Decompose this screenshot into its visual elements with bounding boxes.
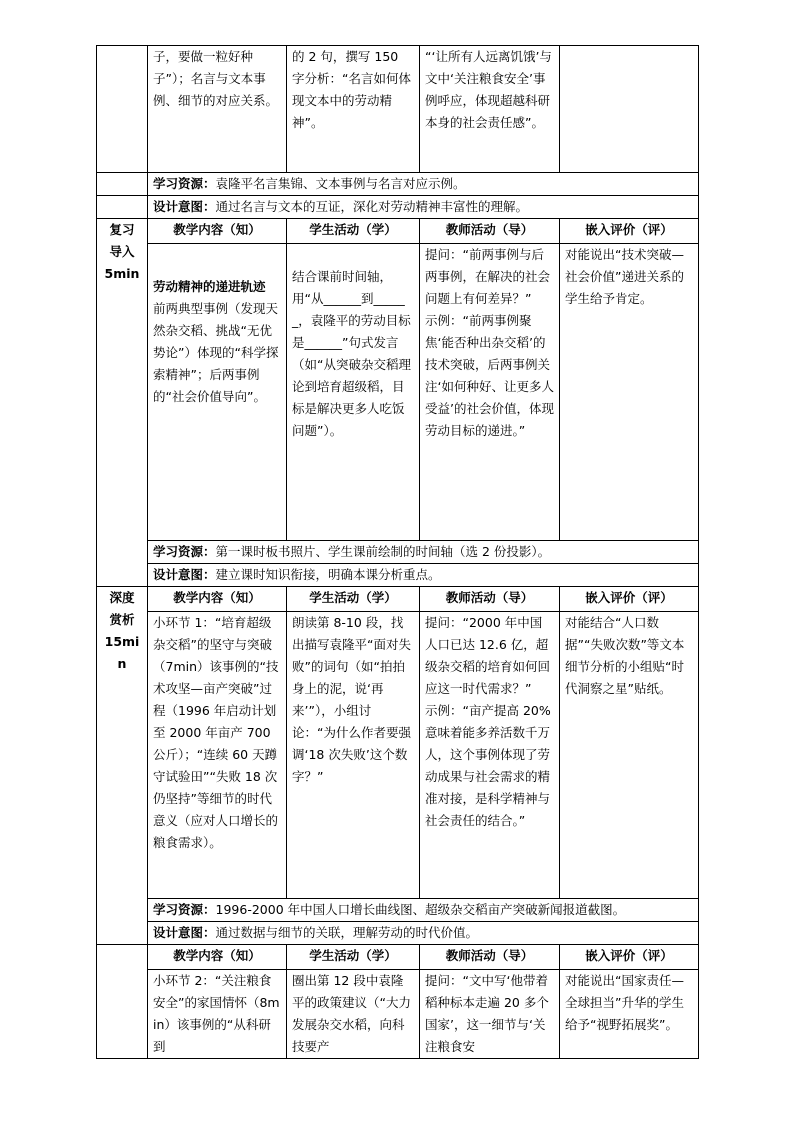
stage-cell-empty <box>97 945 148 1059</box>
design-intent: 设计意图：通过数据与细节的关联，理解劳动的时代价值。 <box>148 922 699 945</box>
teacher-activity-cell: 提问：“文中写‘他带着稻种标本走遍 20 多个国家’，这一细节与‘关注粮食安 <box>420 970 560 1059</box>
header-content: 教学内容（知） <box>148 945 287 970</box>
table-row <box>97 612 699 899</box>
learning-resources: 学习资源：1996-2000 年中国人口增长曲线图、超级杂交稻亩产突破新闻报道截图。 <box>148 899 699 922</box>
design-intent: 设计意图：建立课时知识衔接，明确本课分析重点。 <box>148 564 699 587</box>
table-row <box>97 46 699 173</box>
evaluation-cell <box>560 46 699 173</box>
learning-resources: 学习资源：第一课时板书照片、学生课前绘制的时间轴（选 2 份投影）。 <box>148 541 699 564</box>
header-content: 教学内容（知） <box>148 219 287 244</box>
student-activity-cell: 朗读第 8-10 段，找出描写袁隆平“面对失败”的词句（如“拍拍身上的泥，说‘再来’”），小组讨论：“为什么作者要强调‘18 次失败’这个数字？” <box>287 612 420 899</box>
stage-deep-appreciation: 深度 赏析 15min <box>97 587 148 945</box>
content-cell: 子，要做一粒好种子”）；名言与文本事例、细节的对应关系。 <box>148 46 287 173</box>
evaluation-cell: 对能说出“技术突破—社会价值”递进关系的学生给予肯定。 <box>560 244 699 541</box>
header-student: 学生活动（学） <box>287 219 420 244</box>
header-content: 教学内容（知） <box>148 587 287 612</box>
header-student: 学生活动（学） <box>287 945 420 970</box>
table-row <box>97 970 699 1059</box>
evaluation-cell: 对能结合“人口数据”“失败次数”等文本细节分析的小组贴“时代洞察之星”贴纸。 <box>560 612 699 899</box>
evaluation-cell: 对能说出“国家责任—全球担当”升华的学生给予“视野拓展奖”。 <box>560 970 699 1059</box>
content-cell: 小环节 1：“培育超级杂交稻”的坚守与突破（7min）该事例的“技术攻坚—亩产突破”过程（1996 年启动计划至 2000 年亩产 700 公斤）；“连续 60 天蹲守试验田”“失败 18 次仍坚持”等细节的时代意义（应对人口增长的粮食需求）。 <box>148 612 287 899</box>
table-row <box>97 244 699 541</box>
student-activity-cell: 的 2 句，撰写 150 字分析：“名言如何体现文本中的劳动精神”。 <box>287 46 420 173</box>
header-row <box>97 219 699 244</box>
header-eval: 嵌入评价（评） <box>560 219 699 244</box>
content-cell: 小环节 2：“关注粮食安全”的家国情怀（8min）该事例的“从科研到 <box>148 970 287 1059</box>
content-cell: 劳动精神的递进轨迹 前两典型事例（发现天然杂交稻、挑战“无优势论”）体现的“科学探索精神”；后两事例的“社会价值导向”。 <box>148 244 287 541</box>
design-intent: 设计意图：通过名言与文本的互证，深化对劳动精神丰富性的理解。 <box>148 196 699 219</box>
content-title: 劳动精神的递进轨迹 <box>153 279 266 294</box>
header-eval: 嵌入评价（评） <box>560 587 699 612</box>
header-teacher: 教师活动（导） <box>420 587 560 612</box>
student-activity-cell: 圈出第 12 段中袁隆平的政策建议（“大力发展杂交水稻，向科技要产 <box>287 970 420 1059</box>
header-teacher: 教师活动（导） <box>420 945 560 970</box>
resource-row <box>97 899 699 922</box>
header-student: 学生活动（学） <box>287 587 420 612</box>
lesson-plan-table <box>96 45 699 1059</box>
learning-resources: 学习资源：袁隆平名言集锦、文本事例与名言对应示例。 <box>148 173 699 196</box>
stage-review-intro: 复习 导入 5min <box>97 219 148 587</box>
header-row <box>97 945 699 970</box>
teacher-activity-cell: 提问：“2000 年中国人口已达 12.6 亿，超级杂交稻的培育如何回应这一时代需求？” 示例：“亩产提高 20% 意味着能多养活数千万人，这个事例体现了劳动成果与社会需求的精准对接，是科学精神与社会责任的结合。” <box>420 612 560 899</box>
intent-row <box>97 922 699 945</box>
header-eval: 嵌入评价（评） <box>560 945 699 970</box>
teacher-activity-cell: 提问：“前两事例与后两事例，在解决的社会问题上有何差异？” 示例：“前两事例聚焦‘能否种出杂交稻’的技术突破，后两事例关注‘如何种好、让更多人受益’的社会价值，体现劳动目标的递进。” <box>420 244 560 541</box>
intent-row <box>97 564 699 587</box>
resource-row <box>97 173 699 196</box>
header-teacher: 教师活动（导） <box>420 219 560 244</box>
stage-cell-empty <box>97 46 148 173</box>
intent-row <box>97 196 699 219</box>
student-activity-cell: 结合课前时间轴，用“从______到______，袁隆平的劳动目标是______”句式发言（如“从突破杂交稻理论到培育超级稻，目标是解决更多人吃饭问题”）。 <box>287 244 420 541</box>
header-row <box>97 587 699 612</box>
teacher-activity-cell: “‘让所有人远离饥饿’与文中‘关注粮食安全’事例呼应，体现超越科研本身的社会责任感”。 <box>420 46 560 173</box>
resource-row <box>97 541 699 564</box>
